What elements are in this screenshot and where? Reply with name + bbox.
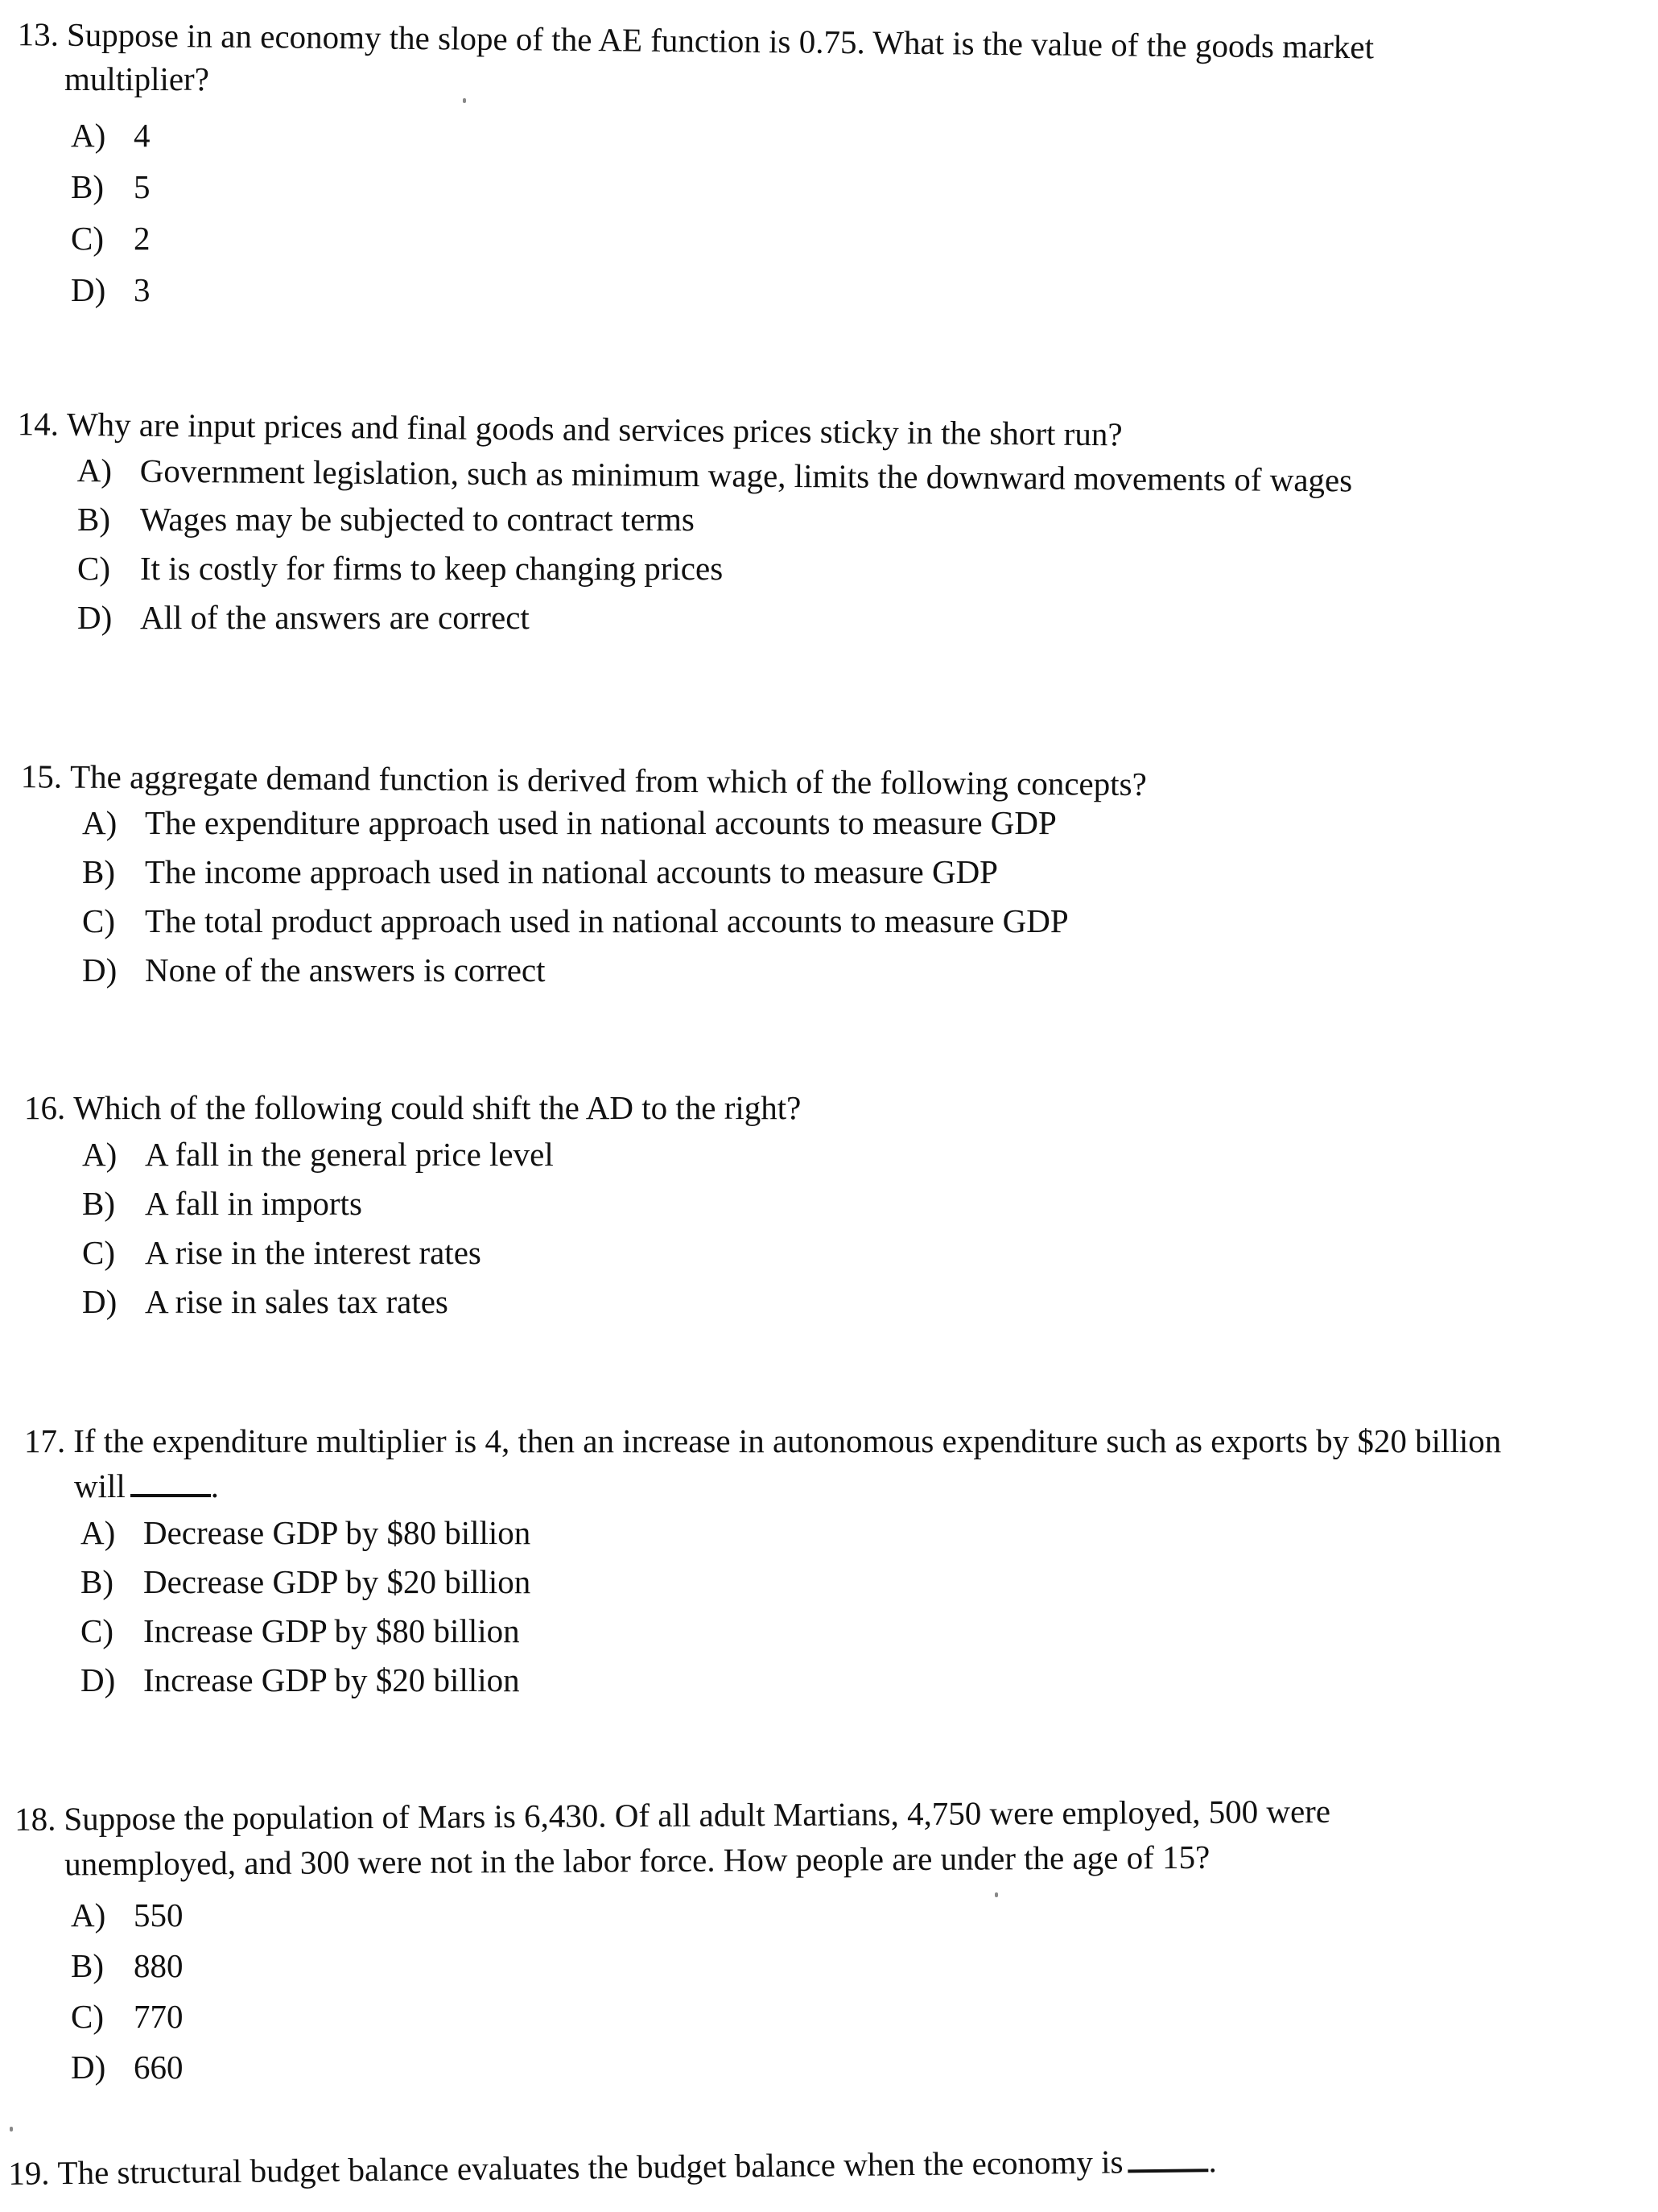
option-text: Increase GDP by $20 billion	[143, 1661, 520, 1698]
option-text: Decrease GDP by $80 billion	[143, 1514, 531, 1551]
question-19	[0, 2142, 1658, 2196]
answer-option-c[interactable]	[82, 1228, 1658, 1277]
question-text-continuation: unemployed, and 300 were not in the labor force. How people are under the age of 15?	[64, 1838, 1211, 1883]
option-letter: D)	[71, 2049, 106, 2086]
answer-options	[0, 1890, 1658, 2093]
answer-option-a[interactable]	[71, 1890, 1658, 1941]
answer-option-c[interactable]	[71, 213, 1658, 264]
option-text: 4	[134, 117, 151, 154]
question-text-continuation	[0, 1463, 1658, 1508]
answer-option-d[interactable]	[71, 264, 1658, 316]
option-text: All of the answers are correct	[140, 599, 530, 636]
sentence-end: .	[210, 1467, 220, 1504]
option-text: A rise in sales tax rates	[145, 1283, 448, 1320]
option-text: 5	[134, 168, 151, 205]
answer-option-b[interactable]	[71, 1941, 1658, 1991]
option-letter: A)	[82, 1136, 118, 1173]
answer-option-b[interactable]	[82, 848, 1658, 897]
question-15	[0, 753, 1658, 995]
option-text: None of the answers is correct	[145, 951, 546, 988]
option-text: The total product approach used in national accounts to measure GDP	[145, 902, 1069, 939]
answer-option-a[interactable]	[80, 1508, 1658, 1558]
option-text: 880	[134, 1947, 184, 1984]
option-letter: C)	[82, 902, 115, 939]
answer-options	[0, 1130, 1658, 1327]
option-letter: C)	[82, 1234, 115, 1271]
option-text: Increase GDP by $80 billion	[143, 1612, 520, 1649]
option-text: Government legislation, such as minimum wage, limits the downward movements of wages	[139, 452, 1353, 499]
question-16	[0, 1085, 1658, 1327]
question-stem	[0, 2133, 1658, 2196]
answer-option-b[interactable]	[71, 161, 1658, 213]
answer-option-b[interactable]	[82, 1179, 1658, 1228]
option-letter: B)	[82, 1185, 115, 1222]
option-letter: B)	[82, 853, 115, 890]
option-letter: C)	[77, 550, 110, 587]
option-letter: D)	[80, 1661, 116, 1698]
option-letter: A)	[71, 1896, 106, 1933]
answer-option-d[interactable]	[82, 946, 1658, 995]
option-text: 3	[134, 271, 151, 308]
option-letter: C)	[71, 1998, 104, 2035]
answer-option-d[interactable]	[80, 1656, 1658, 1705]
option-text: The income approach used in national accounts to measure GDP	[145, 853, 998, 890]
scan-speck	[463, 98, 466, 103]
option-text: 2	[134, 220, 151, 257]
option-letter: D)	[71, 271, 106, 308]
option-letter: B)	[77, 501, 110, 538]
option-text: A fall in imports	[145, 1185, 362, 1222]
question-text: Which of the following could shift the AD to the right?	[73, 1089, 802, 1126]
option-text: Wages may be subjected to contract terms	[140, 501, 695, 538]
option-letter: D)	[77, 599, 113, 636]
option-letter: C)	[71, 220, 104, 257]
question-number: 15.	[20, 757, 63, 795]
option-letter: A)	[82, 804, 118, 841]
option-text: The expenditure approach used in national accounts to measure GDP	[145, 804, 1057, 841]
answer-options	[0, 109, 1658, 316]
option-text: 770	[134, 1998, 184, 2035]
answer-option-d[interactable]	[82, 1277, 1658, 1327]
question-text: The aggregate demand function is derived from which of the following concepts?	[69, 757, 1147, 803]
option-text: It is costly for firms to keep changing prices	[140, 550, 724, 587]
scan-speck	[10, 2127, 13, 2132]
option-letter: B)	[80, 1563, 113, 1600]
answer-option-c[interactable]	[71, 1991, 1658, 2042]
question-text: Suppose in an economy the slope of the AE function is 0.75. What is the value of the goods market	[66, 15, 1375, 66]
question-text: If the expenditure multiplier is 4, then an increase in autonomous expenditure such as exports by $20 billion	[73, 1422, 1502, 1459]
answer-options	[0, 799, 1658, 995]
answer-option-a[interactable]	[71, 109, 1658, 161]
question-text: Suppose the population of Mars is 6,430. Of all adult Martians, 4,750 were employed, 500 were	[64, 1792, 1331, 1838]
question-number: 16.	[24, 1089, 66, 1126]
continuation-text: will	[74, 1467, 126, 1504]
option-letter: A)	[80, 1514, 116, 1551]
answer-option-c[interactable]	[82, 897, 1658, 946]
answer-blank[interactable]	[1128, 2144, 1208, 2173]
option-letter: D)	[82, 1283, 118, 1320]
question-17	[0, 1418, 1658, 1705]
answer-blank[interactable]	[130, 1470, 211, 1497]
answer-option-d[interactable]	[77, 593, 1658, 642]
question-13	[0, 11, 1658, 316]
option-text: A fall in the general price level	[145, 1136, 554, 1173]
answer-options	[0, 1508, 1658, 1705]
question-stem	[0, 1418, 1658, 1463]
answer-option-c[interactable]	[80, 1607, 1658, 1656]
question-18	[0, 1792, 1658, 2093]
option-text: 550	[134, 1896, 184, 1933]
option-letter: A)	[76, 451, 113, 489]
question-text-continuation: multiplier?	[64, 60, 209, 97]
option-text: 660	[134, 2049, 184, 2086]
question-text: The structural budget balance evaluates the budget balance when the economy is	[57, 2143, 1124, 2192]
option-letter: B)	[71, 168, 104, 205]
question-number: 17.	[24, 1422, 66, 1459]
question-text: Why are input prices and final goods and services prices sticky in the short run?	[66, 405, 1123, 453]
option-text: A rise in the interest rates	[145, 1234, 481, 1271]
scan-speck	[995, 1892, 998, 1897]
question-number: 13.	[17, 15, 60, 53]
option-letter: A)	[71, 117, 106, 154]
question-number: 14.	[17, 405, 60, 443]
answer-option-d[interactable]	[71, 2042, 1658, 2093]
answer-option-c[interactable]	[77, 544, 1658, 593]
sentence-end: .	[1208, 2142, 1217, 2180]
question-14	[0, 401, 1658, 642]
question-number: 18.	[14, 1800, 56, 1838]
answer-option-a[interactable]	[82, 1130, 1658, 1179]
answer-options	[0, 446, 1658, 642]
option-text: Decrease GDP by $20 billion	[143, 1563, 531, 1600]
option-letter: C)	[80, 1612, 113, 1649]
question-stem	[0, 1085, 1658, 1130]
option-letter: D)	[82, 951, 118, 988]
option-letter: B)	[71, 1947, 104, 1984]
question-number: 19.	[8, 2154, 50, 2192]
answer-option-b[interactable]	[80, 1558, 1658, 1607]
